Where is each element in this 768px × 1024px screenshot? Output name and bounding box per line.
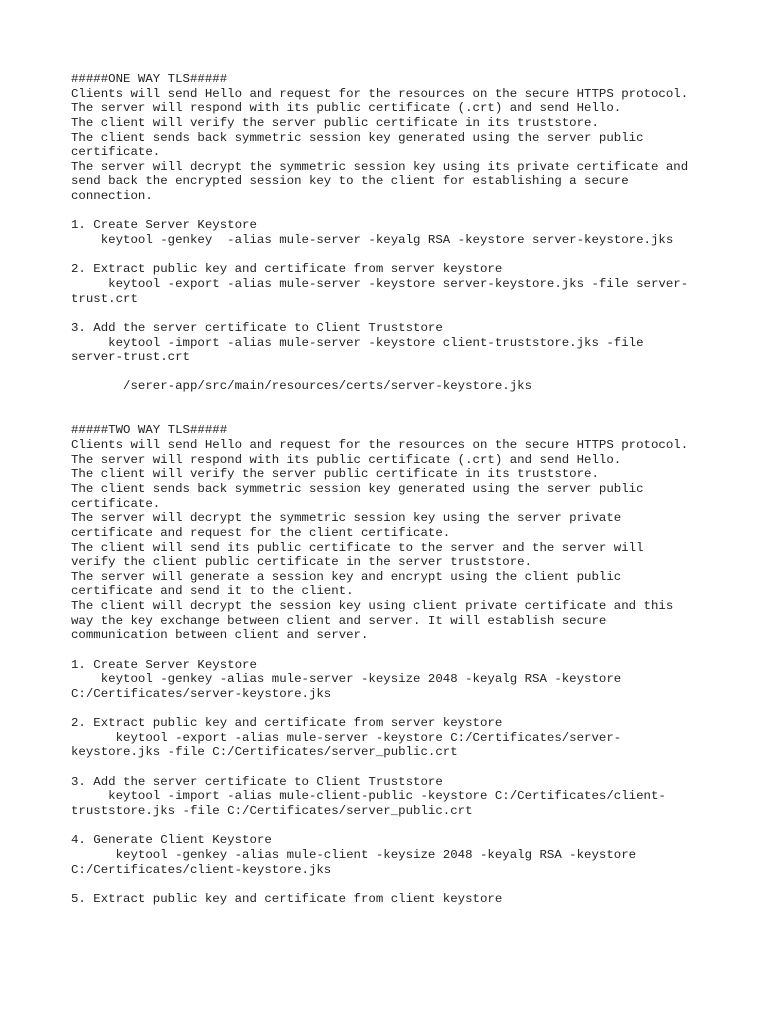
text-line: The server will respond with its public certificate (.crt) and send Hello. — [71, 452, 622, 467]
text-line: truststore.jks -file C:/Certificates/server_public.crt — [71, 804, 473, 819]
text-line: 5. Extract public key and certificate from client keystore — [71, 891, 503, 906]
text-line: The client will send its public certificate to the server and the server will — [71, 540, 644, 555]
text-line: The client sends back symmetric session key generated using the server public — [71, 481, 644, 496]
text-line: #####TWO WAY TLS##### — [71, 423, 228, 438]
text-line — [71, 394, 731, 409]
text-line: keytool -genkey -alias mule-server -keysize 2048 -keyalg RSA -keystore — [71, 672, 622, 687]
text-line: The client will decrypt the session key using client private certificate and this — [71, 599, 674, 614]
text-line — [71, 819, 731, 834]
text-line: trust.crt — [71, 291, 138, 306]
text-line: The server will generate a session key and encrypt using the client public — [71, 569, 622, 584]
text-line: The client will verify the server public certificate in its truststore. — [71, 115, 599, 130]
text-line: keytool -export -alias mule-server -keystore C:/Certificates/server- — [71, 730, 622, 745]
text-line: The client will verify the server public certificate in its truststore. — [71, 467, 599, 482]
text-line: certificate and request for the client certificate. — [71, 525, 451, 540]
text-line: 1. Create Server Keystore — [71, 218, 257, 233]
document-page — [71, 72, 731, 907]
text-line: 2. Extract public key and certificate from server keystore — [71, 716, 503, 731]
text-line: 4. Generate Client Keystore — [71, 833, 272, 848]
text-line: 2. Extract public key and certificate from server keystore — [71, 262, 503, 277]
text-line: The server will decrypt the symmetric session key using its private certificate and — [71, 159, 689, 174]
text-line: The client sends back symmetric session key generated using the server public — [71, 130, 644, 145]
text-line: C:/Certificates/client-keystore.jks — [71, 862, 332, 877]
text-line — [71, 702, 731, 717]
text-line: way the key exchange between client and server. It will establish secure — [71, 613, 607, 628]
text-line — [71, 248, 731, 263]
text-line: keytool -genkey -alias mule-server -keyalg RSA -keystore server-keystore.jks — [71, 233, 674, 248]
text-line: 3. Add the server certificate to Client Truststore — [71, 774, 443, 789]
text-line: /serer-app/src/main/resources/certs/server-keystore.jks — [71, 379, 533, 394]
text-line: keytool -import -alias mule-server -keystore client-truststore.jks -file — [71, 335, 644, 350]
text-line: keystore.jks -file C:/Certificates/server_public.crt — [71, 745, 458, 760]
text-line: keytool -import -alias mule-client-public -keystore C:/Certificates/client- — [71, 789, 666, 804]
text-line: The server will respond with its public certificate (.crt) and send Hello. — [71, 101, 622, 116]
text-line — [71, 643, 731, 658]
text-line: verify the client public certificate in the server truststore. — [71, 555, 533, 570]
text-line — [71, 365, 731, 380]
text-line: connection. — [71, 189, 153, 204]
text-line: C:/Certificates/server-keystore.jks — [71, 686, 332, 701]
text-line — [71, 204, 731, 219]
text-line: The server will decrypt the symmetric session key using the server private — [71, 511, 622, 526]
text-line: Clients will send Hello and request for the resources on the secure HTTPS protocol. — [71, 438, 689, 453]
text-line: server-trust.crt — [71, 350, 190, 365]
text-line — [71, 409, 731, 424]
text-line: keytool -genkey -alias mule-client -keysize 2048 -keyalg RSA -keystore — [71, 847, 637, 862]
text-line: send back the encrypted session key to the client for establishing a secure — [71, 174, 629, 189]
text-line — [71, 877, 731, 892]
text-line — [71, 306, 731, 321]
text-line: certificate. — [71, 145, 161, 160]
text-line: #####ONE WAY TLS##### — [71, 72, 228, 86]
text-line: Clients will send Hello and request for the resources on the secure HTTPS protocol. — [71, 86, 689, 101]
text-line: 3. Add the server certificate to Client Truststore — [71, 320, 443, 335]
text-line: certificate. — [71, 496, 161, 511]
text-line: certificate and send it to the client. — [71, 584, 354, 599]
text-line: 1. Create Server Keystore — [71, 657, 257, 672]
text-line — [71, 760, 731, 775]
text-line: communication between client and server. — [71, 628, 369, 643]
text-line: keytool -export -alias mule-server -keystore server-keystore.jks -file server- — [71, 276, 689, 291]
